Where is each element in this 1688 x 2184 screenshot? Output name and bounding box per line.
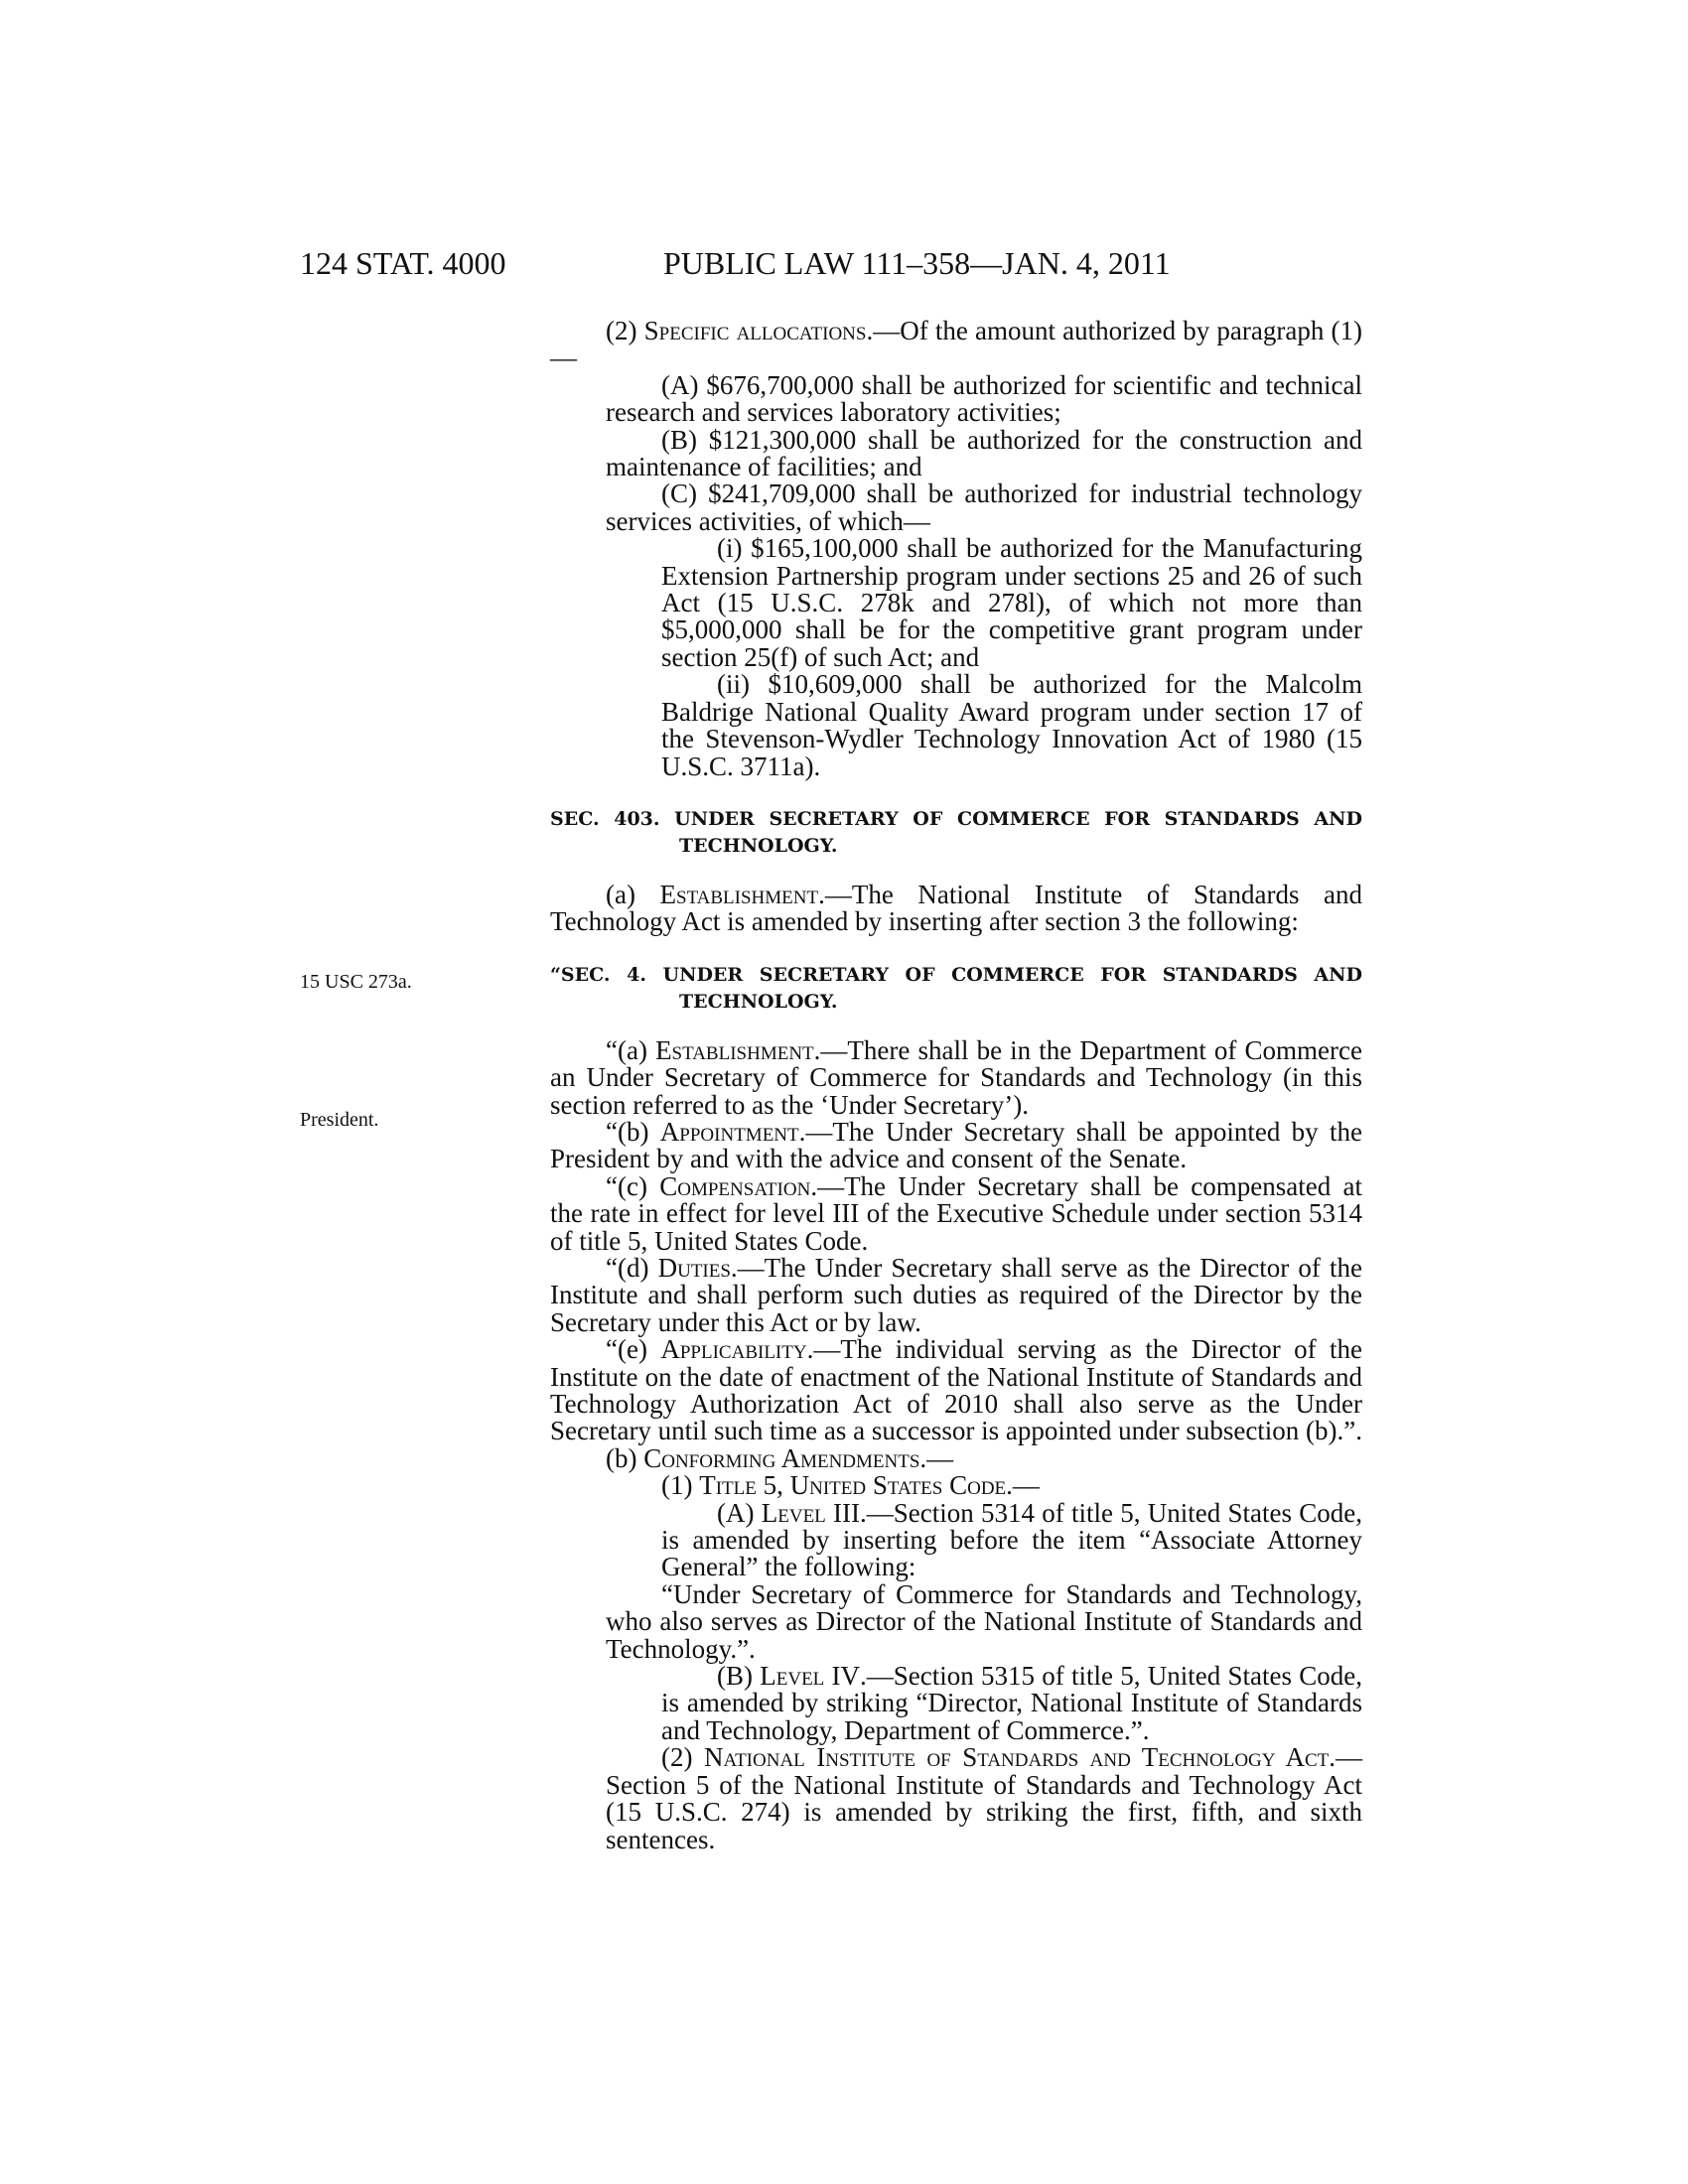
conforming-amendments-heading: (b) Conforming Amendments.—: [606, 1442, 954, 1473]
section-403-heading: SEC. 403. UNDER SECRETARY OF COMMERCE FOR STANDARDS AND TECHNOLOGY.: [550, 807, 1362, 857]
conforming-level-iii: (A) Level III.—Section 5314 of title 5, United States Code, is amended by inserting before the item “Associate Attorney General” the following:: [661, 1497, 1362, 1582]
conforming-level-iv: (B) Level IV.—Section 5315 of title 5, United States Code, is amended by striking “Director, National Institute of Standards and Technology, Department of Commerce.”.: [661, 1661, 1362, 1745]
section-4-e-applicability: “(e) Applicability.—The individual serving as the Director of the Institute on the date of enactment of the National Institute of Standards and Technology Authorization Act of 2010 shall also serve as the Under Secretary until such time as a successor is appointed under subsection (b).”.: [550, 1334, 1363, 1446]
page-header: [0, 245, 1688, 285]
document-body: [550, 318, 1362, 1853]
clause-i-mep: (i) $165,100,000 shall be authorized for the Manufacturing Extension Partnership program under sections 25 and 26 of such Act (15 U.S.C. 278k and 278l), of which not more than $5,000,000 shall be for the competitive grant program under section 25(f) of such Act; and: [661, 533, 1362, 672]
paragraph-2-specific-allocations: (2) Specific allocations.—Of the amount authorized by paragraph (1)—: [550, 316, 1363, 373]
subparagraph-b-facilities: (B) $121,300,000 shall be authorized for the construction and maintenance of facilities; and: [606, 424, 1362, 482]
subparagraph-a-laboratory: (A) $676,700,000 shall be authorized for scientific and technical research and services laboratory activities;: [606, 369, 1362, 428]
subparagraph-c-industrial: (C) $241,709,000 shall be authorized for industrial technology services activities, of which—: [606, 478, 1362, 536]
conforming-nist-act: (2) National Institute of Standards and Technology Act.—Section 5 of the National Institute of Standards and Technology Act (15 U.S.C. 274) is amended by striking the first, fifth, and sixth sentences.: [606, 1742, 1362, 1854]
running-title: PUBLIC LAW 111–358—JAN. 4, 2011: [663, 245, 1171, 281]
section-4-heading: “SEC. 4. UNDER SECRETARY OF COMMERCE FOR STANDARDS AND TECHNOLOGY.: [550, 963, 1362, 1013]
page-number: 124 STAT. 4000: [300, 245, 506, 281]
margin-note-president: President.: [300, 1109, 379, 1131]
section-4-a-establishment: “(a) Establishment.—There shall be in the Department of Commerce an Under Secretary of Commerce for Standards and Technology (in this section referred to as the ‘Under Secretary’).: [550, 1034, 1362, 1120]
conforming-title-5: (1) Title 5, United States Code.—: [661, 1470, 1040, 1501]
section-403-a: (a) Establishment.—The National Institute of Standards and Technology Act is amended by inserting after section 3 the following:: [550, 879, 1362, 937]
margin-note-usc: 15 USC 273a.: [300, 971, 412, 993]
section-4-b-appointment: “(b) Appointment.—The Under Secretary shall be appointed by the President by and with the advice and consent of the Senate.: [550, 1116, 1362, 1174]
clause-ii-baldrige: (ii) $10,609,000 shall be authorized for the Malcolm Baldrige National Quality Award program under section 17 of the Stevenson-Wydler Technology Innovation Act of 1980 (15 U.S.C. 3711a).: [661, 669, 1362, 781]
section-4-d-duties: “(d) Duties.—The Under Secretary shall serve as the Director of the Institute and shall perform such duties as required of the Director by the Secretary under this Act or by law.: [550, 1252, 1362, 1337]
section-4-c-compensation: “(c) Compensation.—The Under Secretary shall be compensated at the rate in effect for level III of the Executive Schedule under section 5314 of title 5, United States Code.: [550, 1170, 1363, 1256]
conforming-quoted-item: “Under Secretary of Commerce for Standards and Technology, who also serves as Director of the National Institute of Standards and Technology.”.: [606, 1578, 1362, 1664]
